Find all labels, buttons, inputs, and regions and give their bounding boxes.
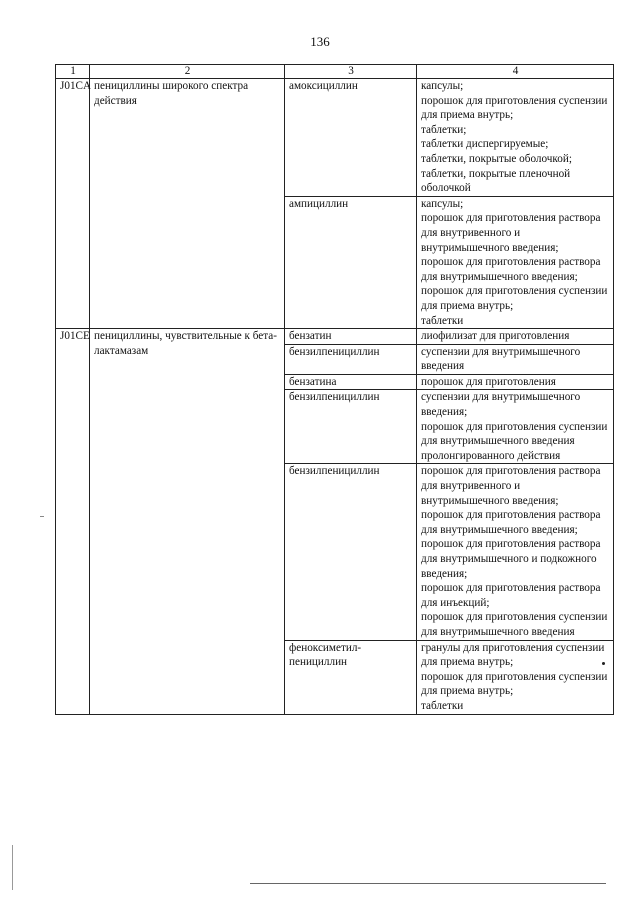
dosage-forms-cell [417,464,614,640]
dosage-forms-cell [417,374,614,390]
dosage-form: порошок для приготовления раствора для внутримышечного введения; [421,256,601,283]
drug-name-cell: бензатин [285,329,417,345]
dosage-forms-cell [417,79,614,197]
dosage-form: порошок для приготовления суспензии для приема внутрь; [421,285,608,312]
dosage-form: порошок для приготовления суспензии для приема внутрь; [421,94,608,122]
dosage-forms-cell [417,344,614,374]
dosage-form: таблетки [421,699,464,712]
dosage-form: порошок для приготовления суспензии для приема внутрь; [421,670,608,698]
column-header: 2 [90,65,285,79]
scan-speck [40,516,44,517]
dosage-form: суспензии для внутримышечного введения [421,345,581,373]
atc-code-cell: J01CA [56,79,90,329]
drug-name-cell: бензатина [285,374,417,390]
dosage-form: таблетки, покрытые пленочной оболочкой [421,167,571,195]
dosage-form: капсулы; [421,80,464,92]
dosage-form: порошок для приготовления суспензии для внутримышечного введения [421,611,608,638]
drug-name-cell: ампициллин [285,196,417,328]
drug-name-cell: бензилпенициллин [285,464,417,640]
drug-name-cell: бензилпенициллин [285,344,417,374]
column-header: 1 [56,65,90,79]
header-row [56,65,614,79]
dosage-form: капсулы; [421,197,464,210]
footer-rule [250,883,606,884]
dosage-form: суспензии для внутримышечного введения; [421,391,581,419]
drug-name-cell: феноксиметил-пенициллин [285,640,417,714]
dosage-forms-cell [417,329,614,345]
column-header: 4 [417,65,614,79]
dosage-form: таблетки [421,314,464,327]
drug-table [55,64,614,715]
dosage-form: таблетки, покрытые оболочкой; [421,152,572,165]
dosage-form: порошок для приготовления раствора для внутривенного и внутримышечного введения; [421,212,601,254]
dosage-form: порошок для приготовления раствора для внутримышечного и подкожного введения; [421,538,601,580]
dosage-form: порошок для приготовления суспензии для внутримышечного введения пролонгированного действия [421,420,608,462]
dosage-forms-cell [417,640,614,714]
dosage-form: порошок для приготовления [421,375,556,388]
group-name-cell: пенициллины, чувствительные к бета-лактамазам [90,329,285,714]
dosage-form: таблетки; [421,123,467,136]
table-row [56,79,614,197]
dosage-form: гранулы для приготовления суспензии для приема внутрь; [421,641,605,669]
column-header: 3 [285,65,417,79]
dosage-forms-cell [417,390,614,464]
dosage-form: порошок для приготовления раствора для внутривенного и внутримышечного введения; [421,465,601,507]
drug-name-cell: бензилпенициллин [285,390,417,464]
margin-line [12,845,13,890]
scan-speck [602,662,605,665]
dosage-forms-cell [417,196,614,328]
group-name-cell: пенициллины широкого спектра действия [90,79,285,329]
dosage-form: порошок для приготовления раствора для инъекций; [421,582,601,609]
drug-name-cell: амоксициллин [285,79,417,197]
dosage-form: таблетки диспергируемые; [421,138,549,151]
dosage-form: порошок для приготовления раствора для внутримышечного введения; [421,509,601,536]
table-row [56,329,614,345]
atc-code-cell: J01CE [56,329,90,714]
page-number: 136 [310,34,330,49]
dosage-form: лиофилизат для приготовления [421,330,570,343]
